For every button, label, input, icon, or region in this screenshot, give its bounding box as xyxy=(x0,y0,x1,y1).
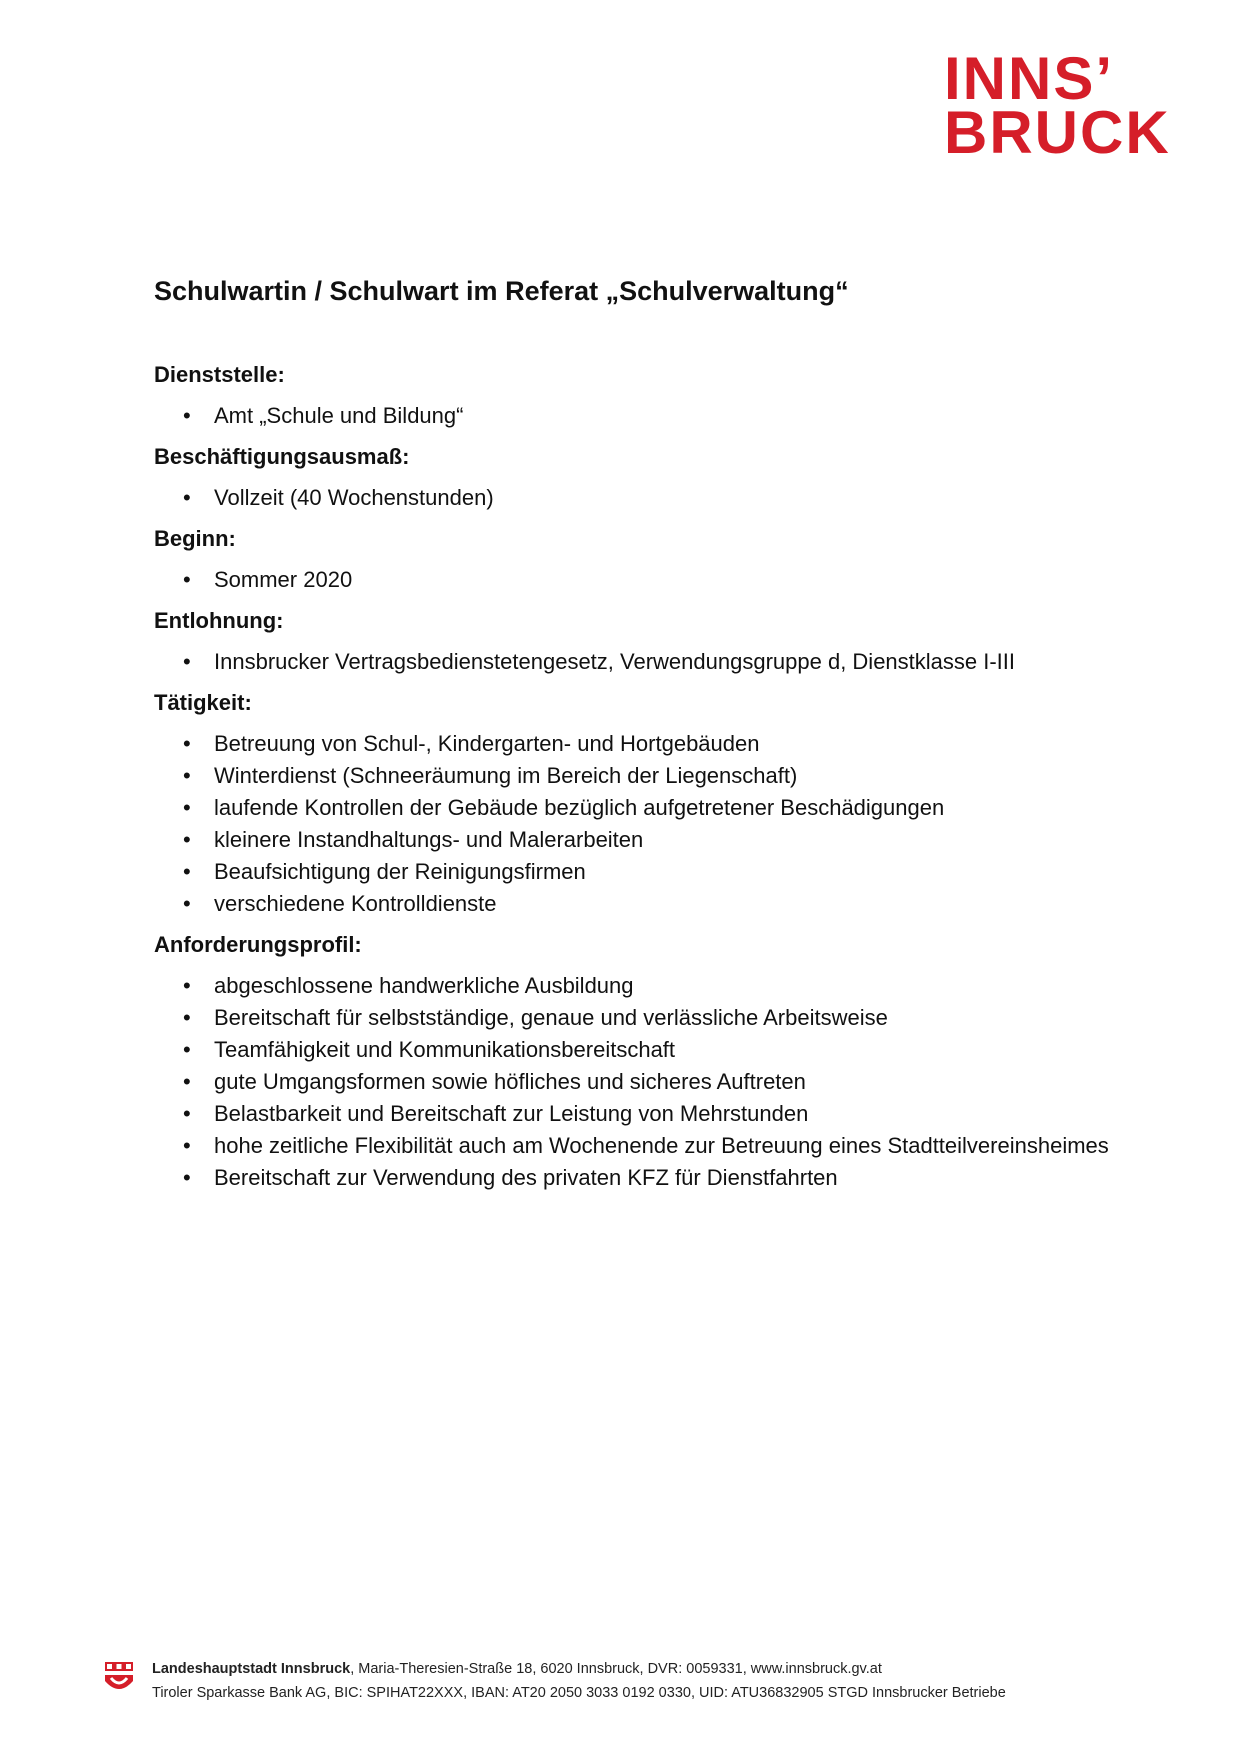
list-item: • laufende Kontrollen der Gebäude bezüglich aufgetretener Beschädigungen xyxy=(154,792,1114,824)
footer-line-1 xyxy=(152,1657,1006,1681)
bullet-list xyxy=(154,728,1114,920)
list-item: • Winterdienst (Schneeräumung im Bereich der Liegenschaft) xyxy=(154,760,1114,792)
list-item: • gute Umgangsformen sowie höfliches und sicheres Auftreten xyxy=(154,1066,1114,1098)
section-heading: Beschäftigungsausmaß: xyxy=(154,444,410,469)
bullet-list xyxy=(154,646,1114,678)
list-item: • Betreuung von Schul-, Kindergarten- und Hortgebäuden xyxy=(154,728,1114,760)
list-item: • Vollzeit (40 Wochenstunden) xyxy=(154,482,1114,514)
list-item: • Amt „Schule und Bildung“ xyxy=(154,400,1114,432)
bullet-list xyxy=(154,564,1114,596)
logo-line-1: INNS’ xyxy=(944,45,1115,112)
footer-text xyxy=(152,1657,1006,1705)
list-item: • verschiedene Kontrolldienste xyxy=(154,888,1114,920)
logo-line-2: BRUCK xyxy=(944,99,1171,166)
list-item: • Teamfähigkeit und Kommunikationsbereitschaft xyxy=(154,1034,1114,1066)
section-heading: Tätigkeit: xyxy=(154,690,252,715)
list-item: • Bereitschaft für selbstständige, genaue und verlässliche Arbeitsweise xyxy=(154,1002,1114,1034)
list-item: • Innsbrucker Vertragsbedienstetengesetz, Verwendungsgruppe d, Dienstklasse I-III xyxy=(154,646,1114,678)
footer-institution: Landeshauptstadt Innsbruck xyxy=(152,1661,351,1677)
list-item: • Bereitschaft zur Verwendung des privaten KFZ für Dienstfahrten xyxy=(154,1162,1114,1194)
section-heading: Beginn: xyxy=(154,526,236,551)
city-coat-of-arms-icon xyxy=(104,1661,134,1695)
bullet-list xyxy=(154,482,1114,514)
footer-line-2: Tiroler Sparkasse Bank AG, BIC: SPIHAT22XXX, IBAN: AT20 2050 3033 0192 0330, UID: ATU36832905 STGD Innsbrucker Betriebe xyxy=(152,1685,1006,1701)
list-item: • abgeschlossene handwerkliche Ausbildung xyxy=(154,970,1114,1002)
list-item: • Belastbarkeit und Bereitschaft zur Leistung von Mehrstunden xyxy=(154,1098,1114,1130)
innsbruck-logo xyxy=(944,45,1184,166)
list-item: • Sommer 2020 xyxy=(154,564,1114,596)
section-heading: Anforderungsprofil: xyxy=(154,932,362,957)
list-item: • Beaufsichtigung der Reinigungsfirmen xyxy=(154,856,1114,888)
section-heading: Entlohnung: xyxy=(154,608,284,633)
footer xyxy=(104,1657,1204,1705)
section-heading: Dienststelle: xyxy=(154,362,285,387)
list-item: • hohe zeitliche Flexibilität auch am Wochenende zur Betreuung eines Stadtteilvereinsheimes xyxy=(154,1130,1114,1162)
footer-address: , Maria-Theresien-Straße 18, 6020 Innsbruck, DVR: 0059331, www.innsbruck.gv.at xyxy=(350,1661,882,1677)
job-details xyxy=(154,360,1114,1204)
bullet-list xyxy=(154,400,1114,432)
list-item: • kleinere Instandhaltungs- und Malerarbeiten xyxy=(154,824,1114,856)
bullet-list xyxy=(154,970,1114,1194)
page-title: Schulwartin / Schulwart im Referat „Schulverwaltung“ xyxy=(154,276,849,306)
